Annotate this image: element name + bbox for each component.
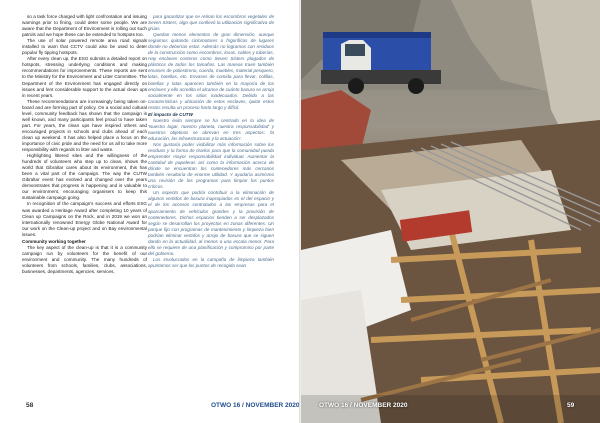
paragraph: Un aspecto que podría contribuir a la eliminación de algunos vertidos de basura inapropiados es el del espacio y el de los accesos controlados a las empresas para el aparcamiento de vehículos grandes y la provisión de contenedores. Dichos espacios tienden a ser desplazados según se desarrollan los proyectos en zonas diferentes. Un parque fijo con programas de mantenimiento y limpieza bien podrían eliminar vertidos y arrojo de basura que se siguen dando en la actualidad, al menos a una escala menor. Para ello se requiere de una planificación y compromiso por parte del gobierno. [148, 190, 274, 256]
truck-bed [323, 32, 431, 74]
section-heading: El impacto de CUTW [148, 111, 193, 117]
column-english [22, 14, 147, 275]
paragraph: The key aspect of the clean-up is that it is a community campaign run by volunteers for the benefit of our environment and community. The many hundreds of volunteers from schools, families, clubs, associations, businesses, departments, agencies, services, [22, 244, 147, 274]
photo-dumped-debris [301, 0, 600, 423]
paragraph: Nuestro éxito siempre se ha centrado en la idea de 'Nuestro lugar, nuestro planeta, nuestra responsabilidad' y nuestros objetivos se abrevan en tres aspectos: 'la educación, las infraestructuras y la actuación'. [148, 117, 274, 141]
page-number-left: 58 [26, 402, 34, 409]
magazine-footer-right: OTWO 16 / NOVEMBER 2020 [319, 402, 408, 409]
right-page [301, 0, 600, 423]
truck-bed-rim [323, 32, 431, 38]
paragraph: Nos gustaría poder visibilizar más información sobre los residuos y la forma de tirarlos para que la comunidad pueda emprender mayor responsabilidad individual. Aumentar la cantidad de papeleras así como la información acerca de dónde se encuentran los contenedores más cercanos también resultaría de enorme utilidad. Y ayudaría asimismo una revisión de los programas para limpiar los puntos críticos. [148, 141, 274, 190]
truck-wheel-front [348, 78, 364, 94]
paragraph: In recognition of the campaign's success and efforts ESG was awarded a Heritage Award after completing 10 years of Clean up Campaigns on the Rock, and in 2019 we won an internationally renowned Energy Globe National Award for our work on the Clean-up project and on Bay environmental issues. [22, 201, 147, 237]
paragraph: para garantizar que se retiran los escombros vegetales de Seven Sisters, algo que conllevó la utilización significativa de grúas. [148, 14, 274, 32]
truck-window [345, 44, 365, 56]
paragraph: Quedan menos elementos de gran dimensión, aunque seguimos quitando ciclomotores o frigoríficos de lugares donde no deberían estar. Además no logramos con residuos de la construcción como escombros, losas, cables y tuberías. Hay enclaves costeros como Seven Sisters plagados de plásticos de todos los tamaños. Las mareas traen también envases de poliestireno, cuerda, muebles, material pesquero, latas, botellas, etc. Envases de comida para llevar, colillas, botellas y latas aparecen también en la mayoría de los enclaves y ello acredita el alcance de cuánto basura se arroja socialmente en los sitios inadecuados. Debido a las características y ubicación de estos enclaves, quitar estos restos resulta un proceso harto largo y difícil. [148, 32, 274, 110]
truck-wheel-rear [408, 78, 424, 94]
paragraph: so a task force charged with light confrontation and issuing warnings prior to fining, could deter some people. We are aware that the Department of Environment is rolling out such patrols and we hope these can be extended to hotspots too. [22, 14, 147, 38]
paragraph: After every clean up, the ESG submits a detailed report on hotspots, stressing underlying conditions and making recommendations for improvements. These reports are sent to the Ministry for the Environment and Litter Committee. The Department of the Environment has engaged directly on issues and lent considerable support to the actual clean ups in recent years. [22, 56, 147, 98]
paragraph: Los involucrados en la campaña de limpieza también apuntamos ser que los puntos de recogida sean [148, 256, 274, 268]
section-heading: Community working together [22, 238, 86, 244]
column-spanish [148, 14, 274, 269]
magazine-footer-left: OTWO 16 / NOVEMBER 2020 [211, 402, 300, 409]
paragraph: The use of solar powered remote area road signals installed to warn that CCTV could also be used to deter popular fly tipping hotspots. [22, 38, 147, 56]
footer-shade [301, 395, 600, 423]
page-number-right: 59 [567, 402, 575, 409]
paragraph: Highlighting littered sites and the willingness of the hundreds of volunteers who step up to clean, shows the world that Gibraltar cares about its environment, this has been a vital part of the campaign. The way the CUTW Gibraltar event has evolved and changed over the years demonstrates that progress is happening and is valuable to our environment, encouraging organisers to keep this sustainable campaign going. [22, 153, 147, 201]
paragraph: These recommendations are increasingly being taken on-board and are forming part of policy. On a social and cultural level, community feedback has shown that the campaign is well known, and many participants feel proud to have taken part. For years, the clean ups have inspired others and encouraged projects in schools and clubs ahead of each clean up weekend. It has also helped place a focus on the importance of civic pride and the need for us all to take more responsibility with regards to litter and waste. [22, 98, 147, 153]
truck-chassis [321, 70, 441, 84]
